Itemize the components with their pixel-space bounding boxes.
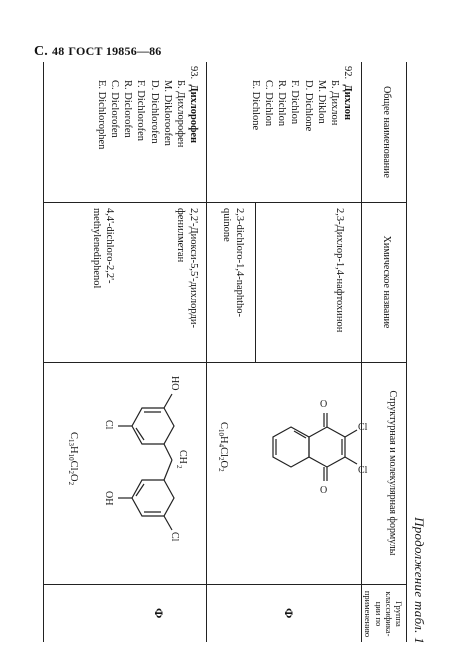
row-93-group: Ф: [152, 608, 166, 619]
classification-table: [43, 62, 407, 642]
row-92-alias: E. Dichlone: [250, 80, 262, 131]
col-header-common-name: Общее наименование: [381, 86, 392, 178]
atom-label: Cl: [358, 465, 368, 476]
atom-label: Cl: [358, 422, 368, 433]
row-93-chem-en: 4,4'-dichloro-2,2'-methylenediphenol: [90, 208, 115, 289]
row-93-alias: М. Dikloroofen: [161, 80, 173, 146]
row-92-name: Дихлон: [342, 84, 353, 121]
page-header: [34, 44, 166, 60]
row-92-number: 92.: [342, 66, 353, 80]
row-92-alias: C. Dichlon: [263, 80, 275, 127]
row-93-common: [95, 66, 200, 200]
col-header-chemical-name: Химическое название: [381, 235, 392, 329]
row-92-group: Ф: [282, 608, 296, 619]
rotated-table-page: [42, 62, 427, 652]
row-93-formula: $C_{13}H_{10}Cl_2O_2$: [67, 432, 79, 486]
row-93-structure: [94, 368, 204, 578]
row-93-chem-ru: 2,2'-Диокси-5,5'-дихлорди-фенилметан: [174, 208, 199, 328]
row-93-name: Дихлорофен: [188, 84, 199, 144]
standard-code: ГОСТ 19856—86: [68, 44, 162, 58]
atom-label: OH: [103, 491, 114, 506]
row-93-alias: E. Dichlorophen: [96, 80, 108, 150]
atom-label: Cl: [103, 420, 114, 430]
page-prefix: С.: [34, 44, 49, 59]
atom-label: O: [320, 399, 328, 410]
atom-label: HO: [169, 376, 180, 391]
page-number: 48: [52, 44, 65, 58]
row-92-alias: Б. Дихлон: [328, 80, 340, 126]
row-92-common: [249, 66, 354, 200]
row-93-alias: R. Diclorofen: [122, 80, 134, 138]
row-92-chem-en: 2,3-dichloro-1,4-naphtho-quinone: [220, 208, 245, 318]
row-93-number: 93.: [188, 66, 199, 80]
row-93-alias: D. Dichlorofen: [148, 80, 160, 144]
col-header-group: Группа классифика-ции по применению: [363, 590, 404, 638]
row-92-alias: F. Dichlon: [289, 80, 301, 125]
row-93-alias: F. Dichlorofen: [135, 80, 147, 141]
row-92-formula: $C_{10}H_4Cl_2O_2$: [217, 422, 229, 472]
row-92-chem-ru: 2,3-Дихлор-1,4-нафтохинон: [334, 208, 345, 333]
atom-label: CH: [177, 450, 188, 464]
atom-label: O: [320, 485, 328, 496]
row-93-alias: Б. Дихлорофен: [174, 80, 186, 148]
row-93-alias: C. Diclorofen: [109, 80, 121, 138]
row-92-alias: М. Diklon: [315, 80, 327, 124]
continued-caption: Продолжение табл. 1: [412, 517, 427, 644]
row-92-alias: D. Dichlone: [302, 80, 314, 132]
col-header-structure: Структурная и молекулярная формулы: [387, 390, 398, 556]
row-92-structure: [226, 392, 368, 512]
row-92-alias: R. Dichlon: [276, 80, 288, 127]
atom-label: 2: [175, 465, 183, 469]
atom-label: Cl: [169, 532, 180, 542]
